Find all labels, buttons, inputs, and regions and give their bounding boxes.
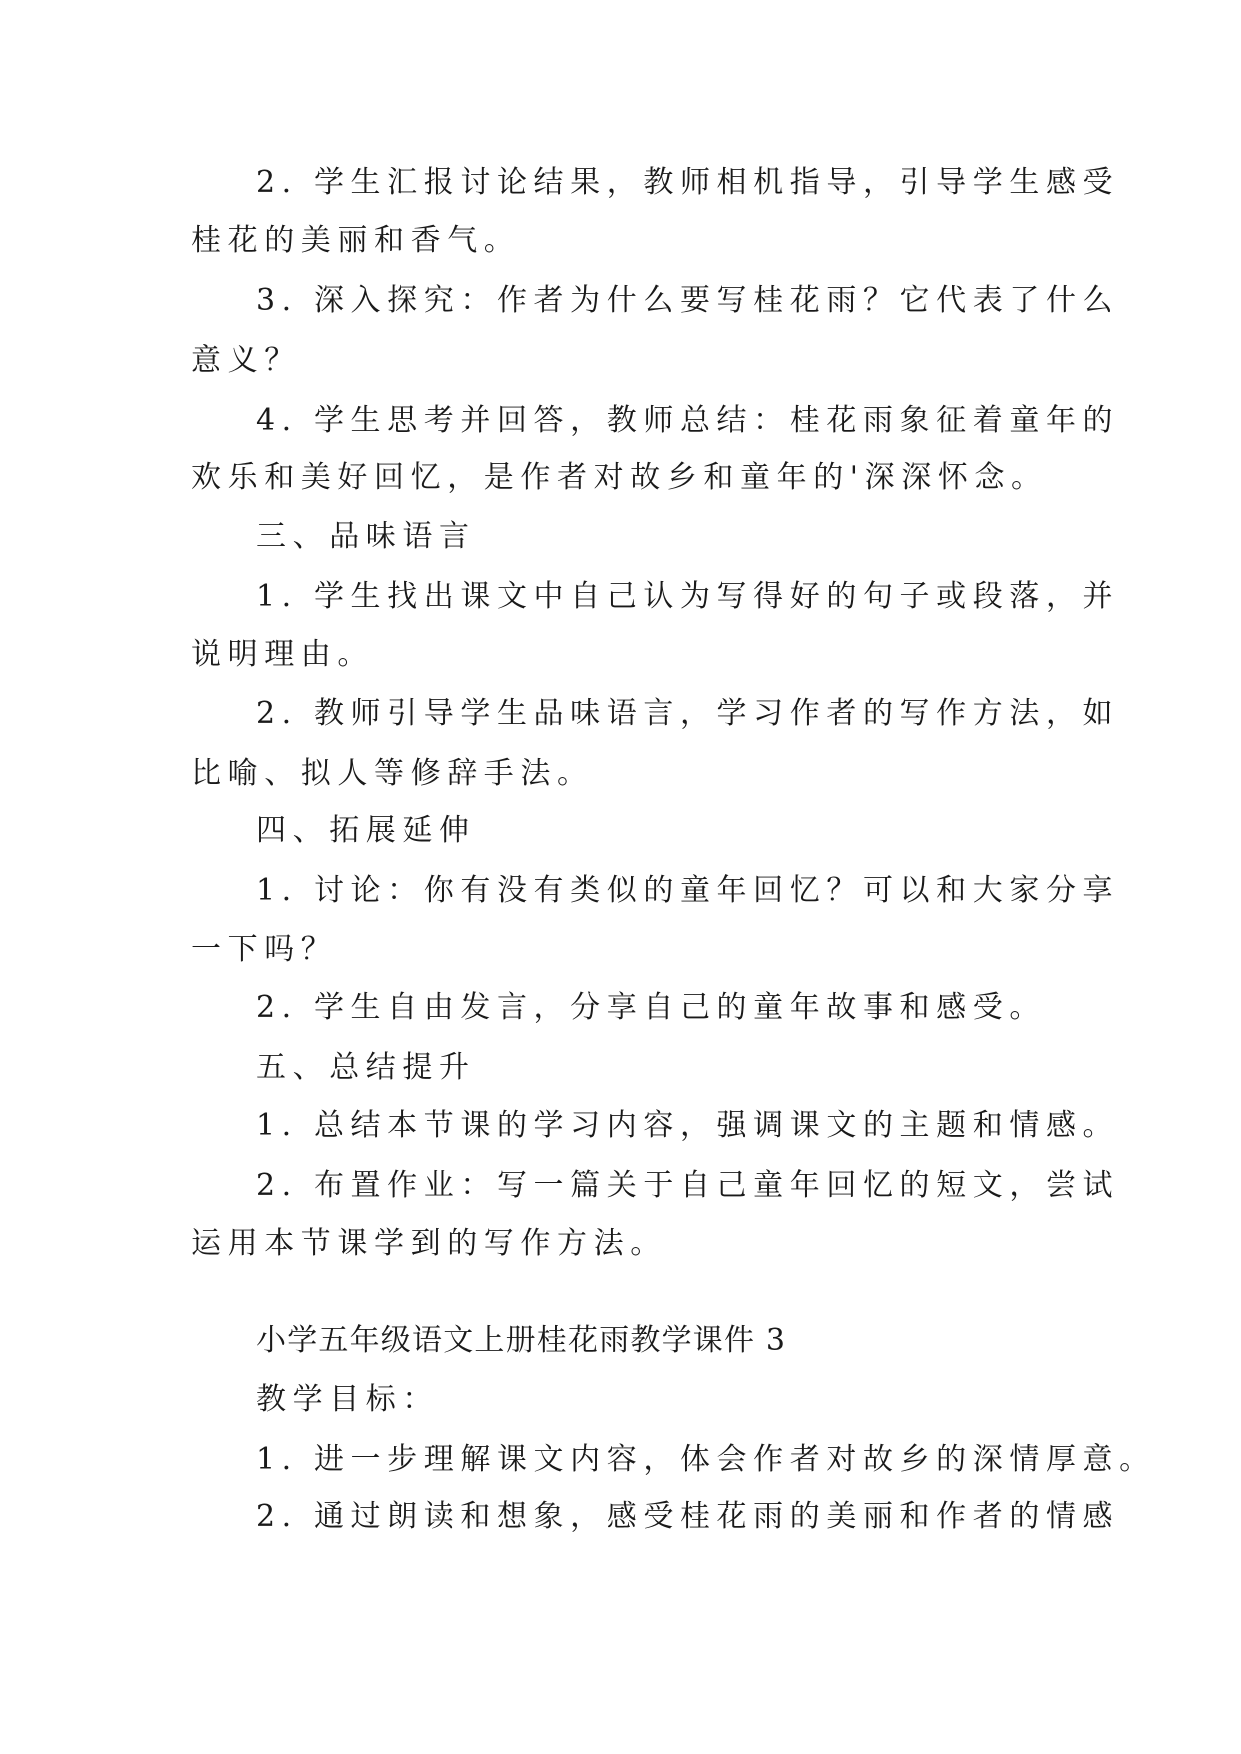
section-heading: 五、总结提升	[256, 1050, 476, 1085]
paragraph-line: 1. 学生找出课文中自己认为写得好的句子或段落，并	[256, 579, 1120, 614]
paragraph-line: 1. 讨论：你有没有类似的童年回忆？可以和大家分享	[256, 873, 1120, 908]
paragraph-line: 欢乐和美好回忆，是作者对故乡和童年的'深深怀念。	[191, 460, 1048, 495]
section-heading: 四、拓展延伸	[256, 813, 476, 848]
paragraph-line: 3. 深入探究：作者为什么要写桂花雨？它代表了什么	[256, 283, 1120, 318]
paragraph-line: 4. 学生思考并回答，教师总结：桂花雨象征着童年的	[256, 403, 1120, 438]
paragraph-line: 2. 学生汇报讨论结果，教师相机指导，引导学生感受	[256, 165, 1120, 200]
paragraph-line: 2. 布置作业：写一篇关于自己童年回忆的短文，尝试	[256, 1168, 1120, 1203]
paragraph-line: 2. 通过朗读和想象，感受桂花雨的美丽和作者的情感	[256, 1499, 1120, 1534]
paragraph-line: 1. 总结本节课的学习内容，强调课文的主题和情感。	[256, 1108, 1120, 1143]
paragraph-line: 运用本节课学到的写作方法。	[191, 1226, 667, 1261]
document-title: 小学五年级语文上册桂花雨教学课件 3	[256, 1323, 787, 1358]
section-heading: 三、品味语言	[256, 519, 476, 554]
paragraph-line: 桂花的美丽和香气。	[191, 223, 521, 258]
paragraph-line: 2. 教师引导学生品味语言，学习作者的写作方法，如	[256, 696, 1120, 731]
paragraph-line: 1. 进一步理解课文内容，体会作者对故乡的深情厚意。	[256, 1442, 1156, 1477]
paragraph-line: 意义？	[191, 343, 301, 378]
paragraph-line: 说明理由。	[191, 637, 374, 672]
paragraph-line: 一下吗？	[191, 932, 338, 967]
paragraph-line: 比喻、拟人等修辞手法。	[191, 756, 594, 791]
section-heading: 教学目标：	[256, 1382, 439, 1417]
paragraph-line: 2. 学生自由发言，分享自己的童年故事和感受。	[256, 990, 1046, 1025]
